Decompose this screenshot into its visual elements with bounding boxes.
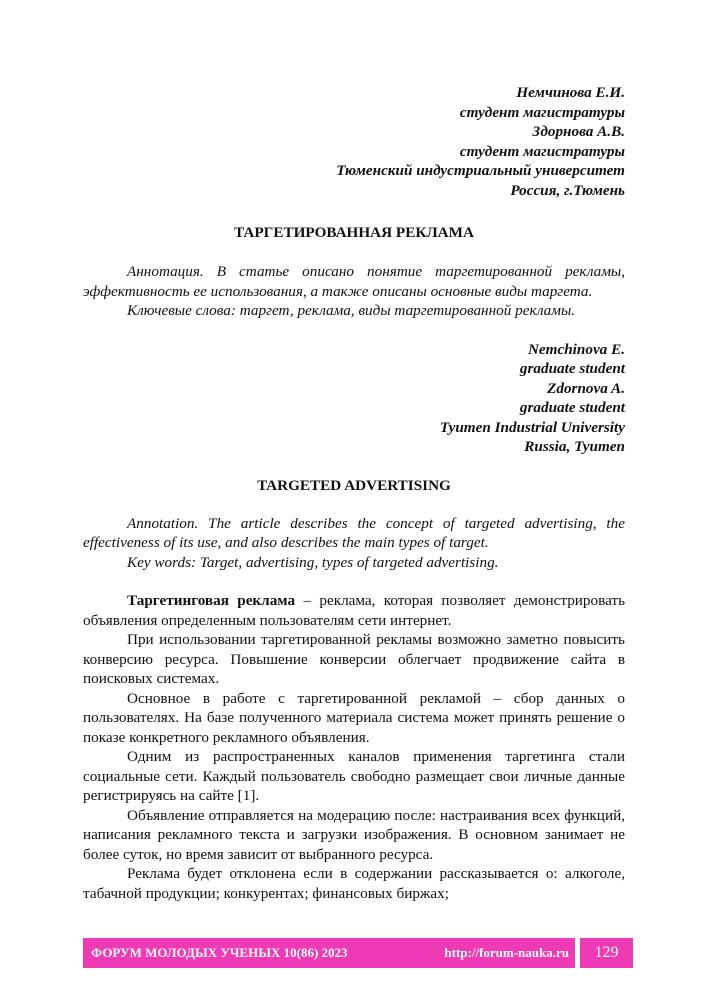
en-role-2: graduate student [519,399,625,416]
page-footer [83,938,633,968]
footer-url-link[interactable]: http://forum-nauka.ru [444,945,569,960]
en-location: Russia, Tyumen [524,438,625,455]
ru-author-1: Немчинова Е.И. [516,84,625,101]
ru-keywords: Ключевые слова: таргет, реклама, виды таргетированной рекламы. [127,302,576,319]
ru-location: Россия, г.Тюмень [510,181,625,199]
ru-organization: Тюменский индустриальный университет [336,162,625,179]
en-author-1: Nemchinova E. [527,340,625,358]
footer-bar [83,938,575,968]
body-paragraph-1 [83,591,625,630]
en-author-block [83,340,625,457]
term-highlight: Таргетинговая реклама [127,592,296,609]
en-keywords: Key words: Target, advertising, types of targeted advertising. [127,553,499,571]
article-page [83,83,625,903]
body-paragraph-1-text: – реклама, которая позволяет демонстрировать объявления определенным пользователям сети интернет. [83,592,625,629]
ru-annotation: Аннотация. В статье описано понятие таргетированной рекламы, эффективность ее использования, а также описаны основные виды таргета. [83,263,625,300]
ru-role-2: студент магистратуры [459,142,625,160]
ru-author-block [83,83,625,200]
ru-title: ТАРГЕТИРОВАННАЯ РЕКЛАМА [234,224,474,241]
ru-role-1: студент магистратуры [459,103,625,121]
en-annotation: Annotation. The article describes the concept of targeted advertising, the effectiveness of its use, and also describes the main types of target. [83,514,625,551]
ru-author-2: Здорнова А.В. [532,123,625,140]
en-author-2: Zdornova A. [547,379,625,397]
body-paragraph-2: При использовании таргетированной рекламы возможно заметно повысить конверсию ресурса. Повышение конверсии облегчает продвижение сайта в поисковых системах. [83,631,625,687]
body-paragraph-6: Реклама будет отклонена если в содержании рассказывается о: алкоголе, табачной продукции; конкурентах; финансовых биржах; [83,865,625,902]
en-title: TARGETED ADVERTISING [257,476,451,494]
footer-journal: ФОРУМ МОЛОДЫХ УЧЕНЫХ 10(86) 2023 [91,945,348,960]
body-paragraph-3: Основное в работе с таргетированной рекламой – сбор данных о пользователях. На базе полученного материала система может принять решение о показе конкретного рекламного объявления. [83,689,625,746]
body-paragraph-4: Одним из распространенных каналов применения таргетинга стали социальные сети. Каждый пользователь свободно размещает свои личные данные регистрируясь на сайте [1]. [83,748,625,804]
body-paragraph-5: Объявление отправляется на модерацию после: настраивания всех функций, написания рекламного текста и загрузки изображения. В основном занимает не более суток, но время зависит от выбранного ресурса. [83,806,625,863]
en-organization: Tyumen Industrial University [439,418,625,436]
page-number: 129 [580,938,633,968]
en-role-1: graduate student [519,360,625,377]
